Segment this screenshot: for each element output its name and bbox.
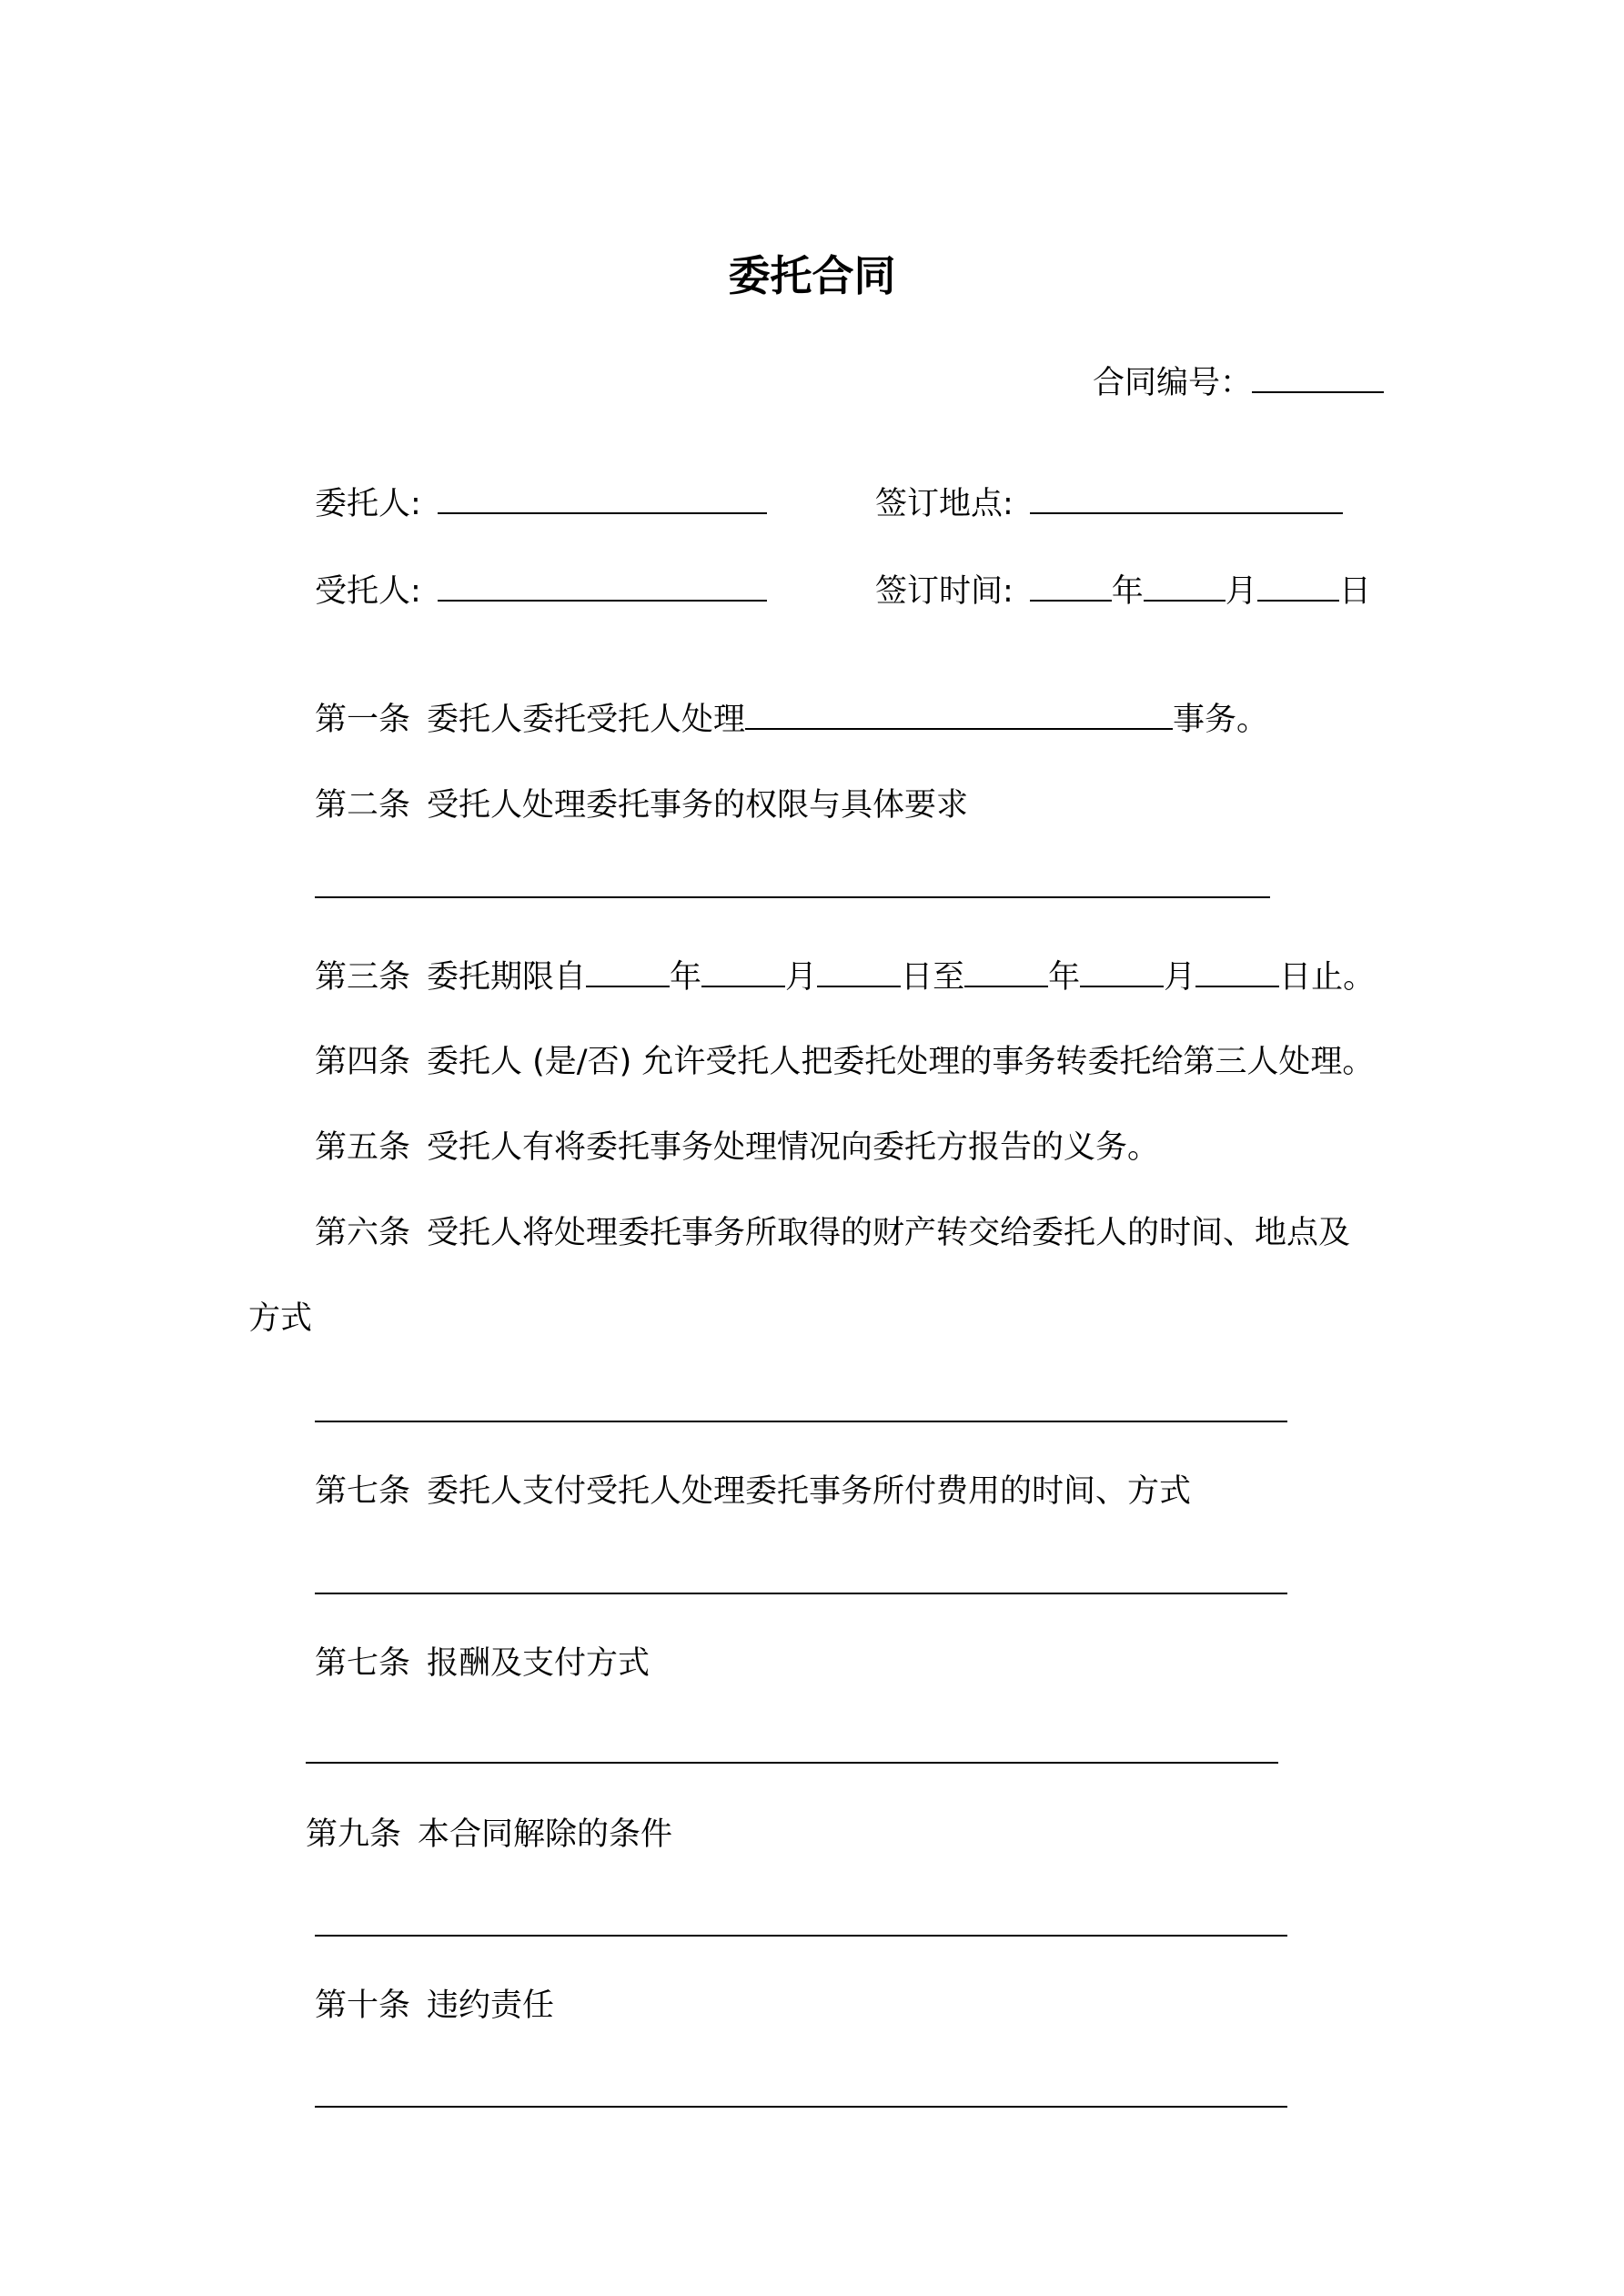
article-8-answer-line[interactable]: [306, 1762, 1278, 1764]
start-year-blank[interactable]: [586, 958, 670, 987]
article-number: 第七条: [315, 1645, 411, 1682]
sign-place-row: [875, 485, 1343, 522]
sign-time-label: 签订时间:: [875, 573, 1014, 610]
article-number: 第六条: [315, 1215, 411, 1251]
agent-label: 受托人:: [315, 573, 421, 610]
article-9: [306, 1816, 672, 1853]
article-number: 第四条: [315, 1044, 411, 1080]
article-9-answer-line[interactable]: [315, 1935, 1287, 1937]
year-unit: 年: [670, 959, 702, 996]
article-1: [315, 701, 1268, 738]
agent-blank[interactable]: [438, 572, 767, 602]
article-2: [315, 787, 968, 824]
article-number: 第七条: [315, 1473, 411, 1510]
article-number: 第五条: [315, 1129, 411, 1166]
article-text: 委托人支付受托人处理委托事务所付费用的时间、方式: [427, 1473, 1192, 1510]
sign-place-label: 签订地点:: [875, 486, 1014, 522]
end-year-blank[interactable]: [964, 958, 1048, 987]
month-unit: 月: [785, 959, 818, 996]
article-text: 日至: [901, 959, 965, 996]
contract-number-label: 合同编号：: [1093, 365, 1253, 401]
article-text: 违约责任: [427, 1988, 555, 2024]
article-number: 第九条: [306, 1816, 402, 1853]
article-text: 日止。: [1279, 959, 1376, 996]
article-7-answer-line[interactable]: [315, 1593, 1287, 1594]
article-text: 事务。: [1173, 702, 1269, 738]
start-month-blank[interactable]: [701, 958, 785, 987]
article-text: 本合同解除的条件: [418, 1816, 673, 1853]
client-label: 委托人:: [315, 486, 421, 522]
day-blank[interactable]: [1257, 572, 1339, 602]
article-6-continuation: 方式: [248, 1300, 313, 1337]
agent-row: [315, 572, 767, 610]
sign-place-blank[interactable]: [1030, 485, 1343, 514]
article-text: 受托人有将委托事务处理情况向委托方报告的义务。: [427, 1129, 1160, 1166]
client-blank[interactable]: [438, 485, 767, 514]
article-text: 受托人将处理委托事务所取得的财产转交给委托人的时间、地点及: [427, 1215, 1351, 1251]
month-unit: 月: [1225, 573, 1257, 610]
year-unit: 年: [1048, 959, 1081, 996]
article-number: 第二条: [315, 787, 411, 824]
article-text: 委托人 (是/否) 允许受托人把委托处理的事务转委托给第三人处理。: [427, 1044, 1375, 1080]
article-text: 委托人委托受托人处理: [427, 702, 746, 738]
article-number: 第一条: [315, 702, 411, 738]
article-7: [315, 1473, 1191, 1510]
page-title: 委托合同: [728, 251, 896, 300]
article-10-answer-line[interactable]: [315, 2106, 1287, 2108]
article-6-answer-line[interactable]: [315, 1421, 1287, 1422]
article-number: 第十条: [315, 1988, 411, 2024]
article-3: [315, 958, 1375, 996]
contract-number-blank[interactable]: [1252, 364, 1384, 393]
matter-blank[interactable]: [745, 701, 1173, 730]
client-row: [315, 485, 767, 522]
article-8: [315, 1645, 650, 1682]
end-day-blank[interactable]: [1195, 958, 1279, 987]
month-unit: 月: [1164, 959, 1196, 996]
sign-time-row: [875, 572, 1371, 610]
year-blank[interactable]: [1030, 572, 1112, 602]
article-text: 受托人处理委托事务的权限与具体要求: [427, 787, 969, 824]
article-number: 第三条: [315, 959, 411, 996]
article-text: 委托期限自: [427, 959, 587, 996]
month-blank[interactable]: [1144, 572, 1226, 602]
contract-number-row: [1093, 364, 1384, 401]
article-2-answer-line[interactable]: [315, 896, 1270, 898]
article-text: 报酬及支付方式: [427, 1645, 651, 1682]
article-10: [315, 1988, 554, 2024]
day-unit: 日: [1338, 573, 1371, 610]
article-4: [315, 1044, 1374, 1080]
article-6: [315, 1215, 1350, 1251]
year-unit: 年: [1111, 573, 1144, 610]
end-month-blank[interactable]: [1080, 958, 1164, 987]
start-day-blank[interactable]: [817, 958, 901, 987]
article-5: [315, 1129, 1159, 1166]
